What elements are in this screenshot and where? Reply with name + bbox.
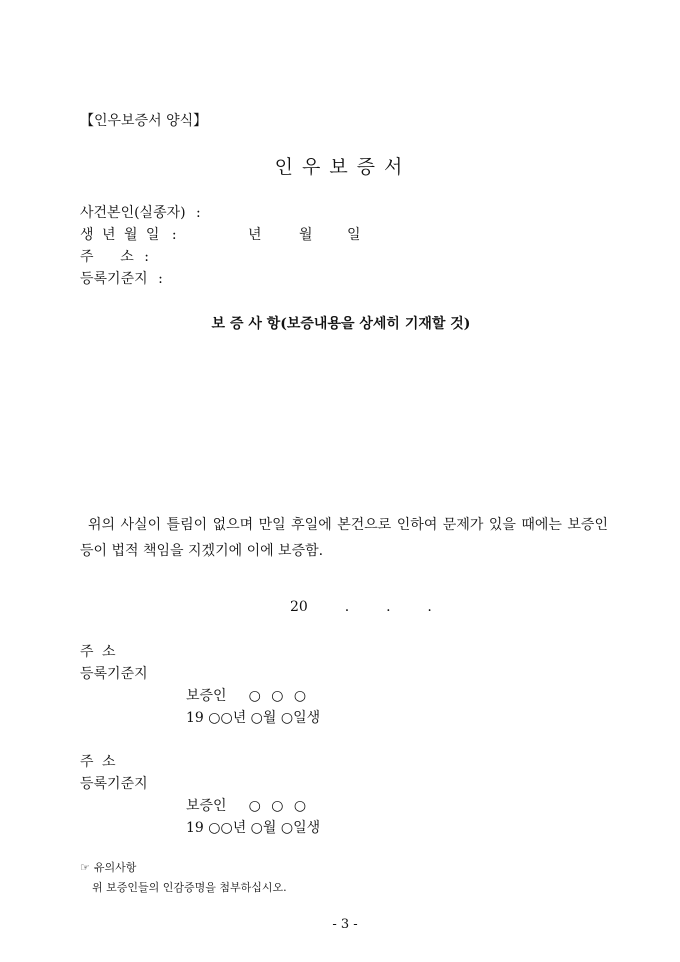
page-number: - 3 -: [332, 917, 358, 932]
document-title: 인우보증서: [274, 156, 412, 178]
subject-name-row: [80, 206, 201, 220]
subject-birth-row: [80, 228, 177, 242]
notice-body: 위 보증인들의 인감증명을 첨부하십시오.: [92, 881, 287, 894]
notice-heading-row: [80, 862, 136, 873]
guarantor-1-registry-label: 등록기준지: [80, 666, 148, 682]
guarantor-1-address-label: 주 소: [80, 644, 116, 660]
subject-registry-row: [80, 272, 163, 286]
colon: :: [171, 227, 177, 243]
colon: :: [158, 271, 163, 287]
guarantor-2-name-row: [186, 799, 306, 813]
guarantor-1-dob: 19 ○○년 ○월 ○일생: [186, 710, 321, 726]
guarantor-1-name-label: 보증인: [186, 688, 227, 704]
subject-registry-label: 등록기준지: [80, 271, 148, 287]
guarantor-2-address-label: 주 소: [80, 754, 116, 770]
subject-address-row: [80, 250, 149, 264]
colon: :: [196, 205, 201, 221]
subject-birth-label: 생 년 월 일: [80, 227, 162, 243]
guarantor-2-name-label: 보증인: [186, 798, 227, 814]
guarantor-2-registry-label: 등록기준지: [80, 776, 148, 792]
guarantor-2-dob: 19 ○○년 ○월 ○일생: [186, 820, 321, 836]
notice-heading: 유의사항: [93, 861, 137, 874]
guarantor-1-name-row: [186, 689, 306, 703]
pointing-hand-icon: ☞: [80, 861, 90, 874]
birth-day-unit: 일: [347, 227, 361, 243]
form-type-label: 【인우보증서 양식】: [80, 113, 208, 129]
birth-year-unit: 년: [248, 227, 262, 243]
guarantee-section-heading: 보 증 사 항(보증내용을 상세히 기재할 것): [211, 316, 471, 332]
guarantor-1-name-placeholder: ○ ○ ○: [248, 688, 307, 704]
date-line: 20 . . .: [290, 599, 432, 615]
birth-month-unit: 월: [299, 227, 313, 243]
subject-address-label: 주 소: [80, 249, 134, 265]
colon: :: [144, 249, 149, 265]
guarantor-2-name-placeholder: ○ ○ ○: [248, 798, 307, 814]
subject-name-label: 사건본인(실종자): [80, 205, 186, 221]
guarantee-statement: 위의 사실이 틀림이 없으며 만일 후일에 본건으로 인하여 문제가 있을 때에는 보증인등이 법적 책임을 지겠기에 이에 보증함.: [80, 517, 608, 559]
